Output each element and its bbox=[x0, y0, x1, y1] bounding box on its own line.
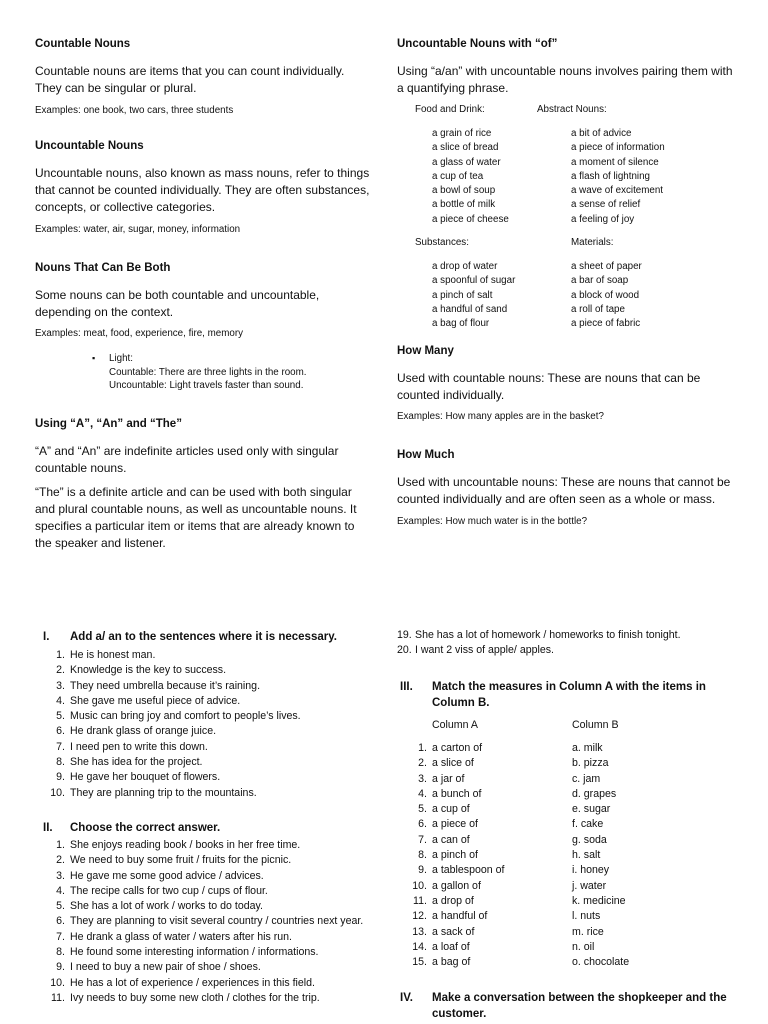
match-row bbox=[397, 879, 742, 894]
bullet-label: Light: bbox=[109, 353, 133, 364]
match-row bbox=[397, 802, 742, 817]
column-b-item: j. water bbox=[572, 879, 607, 892]
match-row bbox=[397, 833, 742, 848]
item-text: He gave me some good advice / advices. bbox=[70, 869, 264, 882]
row-number: 10. bbox=[412, 879, 427, 892]
column-a-label: Column A bbox=[432, 719, 478, 731]
list-item: a moment of silence bbox=[571, 156, 659, 168]
item-text: I want 2 viss of apple/ apples. bbox=[415, 644, 554, 657]
item-text: Music can bring joy and comfort to people’s lives. bbox=[70, 710, 301, 723]
item-text: He gave her bouquet of flowers. bbox=[70, 771, 221, 784]
item-text: He found some interesting information / informations. bbox=[70, 946, 319, 959]
substances-label: Substances: bbox=[415, 237, 469, 248]
item-text: She has a lot of homework / homeworks to finish tonight. bbox=[415, 629, 681, 641]
item-number: 5. bbox=[56, 710, 65, 723]
item-number: 5. bbox=[56, 900, 65, 913]
column-b-item: d. grapes bbox=[572, 787, 617, 800]
match-row bbox=[397, 894, 742, 909]
column-a-item: a bag of bbox=[432, 956, 471, 969]
list-item bbox=[35, 648, 375, 663]
list-item: a wave of excitement bbox=[571, 185, 664, 197]
item-text: She has a lot of work / works to do today. bbox=[70, 900, 263, 913]
list-item bbox=[35, 884, 380, 899]
list-item bbox=[35, 679, 375, 694]
countable-title: Countable Nouns bbox=[35, 38, 131, 50]
list-item bbox=[35, 960, 380, 975]
item-number: 9. bbox=[56, 771, 65, 784]
exercise-3-title bbox=[397, 679, 742, 711]
exercise-2-heading: Choose the correct answer. bbox=[70, 822, 221, 834]
list-item: a handful of sand bbox=[432, 303, 508, 315]
row-number: 2. bbox=[418, 757, 427, 770]
column-b-item: g. soda bbox=[572, 833, 607, 846]
list-item: a feeling of joy bbox=[571, 213, 635, 225]
item-number: 2. bbox=[56, 854, 65, 867]
match-row bbox=[397, 756, 742, 771]
match-row bbox=[397, 925, 742, 940]
item-number: 10. bbox=[50, 976, 65, 989]
item-text: He has a lot of experience / experiences in this field. bbox=[70, 976, 315, 989]
articles-title: Using “A”, “An” and “The” bbox=[35, 418, 182, 430]
how-many-body: Used with countable nouns: These are nouns that can be counted individually. bbox=[397, 371, 701, 402]
articles-section bbox=[35, 417, 370, 552]
how-many-section bbox=[397, 344, 737, 423]
item-number: 4. bbox=[56, 694, 65, 707]
item-number: 3. bbox=[56, 869, 65, 882]
column-b-label: Column B bbox=[572, 719, 619, 731]
column-b-item: e. sugar bbox=[572, 803, 611, 816]
exercise-2-roman: II. bbox=[43, 822, 53, 834]
item-text: I need to buy a new pair of shoe / shoes. bbox=[70, 961, 261, 974]
column-b-item: c. jam bbox=[572, 772, 601, 785]
column-b-item: f. cake bbox=[572, 818, 604, 831]
column-a-item: a can of bbox=[432, 833, 470, 846]
list-item bbox=[35, 899, 380, 914]
item-number: 11. bbox=[51, 991, 65, 1004]
list-item bbox=[35, 770, 375, 785]
list-item bbox=[397, 643, 742, 658]
exercise-1-heading: Add a/ an to the sentences where it is necessary. bbox=[70, 631, 337, 643]
exercise-3-roman: III. bbox=[400, 681, 413, 693]
list-item bbox=[35, 976, 380, 991]
item-number: 20. bbox=[397, 644, 412, 657]
uncountable-section bbox=[35, 139, 370, 236]
list-item bbox=[35, 930, 380, 945]
item-text: He drank glass of orange juice. bbox=[70, 725, 217, 738]
item-number: 2. bbox=[56, 664, 65, 677]
list-item: a block of wood bbox=[571, 289, 640, 301]
item-number: 4. bbox=[56, 884, 65, 897]
match-row bbox=[397, 848, 742, 863]
abstract-label: Abstract Nouns: bbox=[537, 104, 607, 115]
light-bullet bbox=[92, 352, 307, 393]
column-b-item: a. milk bbox=[572, 742, 603, 754]
list-item bbox=[35, 786, 375, 801]
item-text: They are planning to visit several country / countries next year. bbox=[70, 915, 364, 928]
column-a-item: a bunch of bbox=[432, 787, 482, 800]
list-item: a spoonful of sugar bbox=[432, 275, 516, 287]
row-number: 13. bbox=[412, 925, 427, 938]
list-item: a bar of soap bbox=[571, 275, 629, 287]
how-much-body: Used with uncountable nouns: These are nouns that cannot be counted individually and are often seen as a whole or mass. bbox=[397, 475, 731, 506]
list-item: a piece of cheese bbox=[432, 213, 509, 225]
list-item bbox=[35, 740, 375, 755]
match-row bbox=[397, 817, 742, 832]
of-section bbox=[397, 37, 737, 97]
of-body: Using “a/an” with uncountable nouns involves pairing them with a quantifying phrase. bbox=[397, 64, 733, 95]
exercise-4 bbox=[397, 990, 742, 1022]
item-text: They need umbrella because it’s raining. bbox=[70, 679, 261, 692]
exercise-3-heading: Match the measures in Column A with the items in Column B. bbox=[432, 681, 706, 709]
how-many-examples: Examples: How many apples are in the basket? bbox=[397, 411, 604, 422]
list-item: a grain of rice bbox=[432, 128, 492, 139]
item-number: 19. bbox=[397, 629, 412, 641]
exercise-4-roman: IV. bbox=[400, 992, 414, 1004]
column-a-item: a drop of bbox=[432, 894, 474, 907]
list-item bbox=[35, 838, 380, 853]
exercise-1-list bbox=[35, 648, 375, 801]
match-row bbox=[397, 772, 742, 787]
item-text: He is honest man. bbox=[70, 649, 156, 661]
list-item bbox=[35, 945, 380, 960]
list-item: a drop of water bbox=[432, 261, 498, 272]
item-number: 7. bbox=[56, 740, 65, 753]
countable-body: Countable nouns are items that you can count individually. They can be singular or plural. bbox=[35, 64, 345, 95]
column-a-item: a pinch of bbox=[432, 849, 478, 862]
bullet-countable: Countable: There are three lights in the room. bbox=[109, 366, 307, 378]
row-number: 1. bbox=[418, 742, 427, 754]
list-item bbox=[35, 724, 375, 739]
list-item bbox=[35, 663, 375, 678]
row-number: 11. bbox=[413, 894, 427, 907]
list-item bbox=[35, 694, 375, 709]
list-item bbox=[35, 755, 375, 770]
item-number: 1. bbox=[56, 839, 65, 851]
column-b-item: m. rice bbox=[572, 925, 604, 938]
of-title: Uncountable Nouns with “of” bbox=[397, 38, 558, 50]
row-number: 9. bbox=[418, 864, 427, 877]
exercise-2-continued bbox=[397, 628, 742, 659]
column-a-item: a piece of bbox=[432, 818, 478, 831]
item-text: She has idea for the project. bbox=[70, 756, 203, 769]
substances-list bbox=[432, 260, 515, 331]
column-b-item: n. oil bbox=[572, 940, 595, 953]
both-title: Nouns That Can Be Both bbox=[35, 262, 171, 274]
exercise-4-title bbox=[397, 990, 742, 1022]
column-a-item: a jar of bbox=[432, 772, 465, 785]
item-number: 7. bbox=[56, 930, 65, 943]
row-number: 14. bbox=[412, 940, 427, 953]
both-body: Some nouns can be both countable and uncountable, depending on the context. bbox=[35, 288, 320, 319]
list-item: a bowl of soup bbox=[432, 185, 496, 197]
item-text: I need pen to write this down. bbox=[70, 740, 208, 753]
column-b-item: h. salt bbox=[572, 849, 601, 862]
match-row bbox=[397, 787, 742, 802]
item-text: We need to buy some fruit / fruits for the picnic. bbox=[70, 854, 292, 867]
list-item: a sense of relief bbox=[571, 199, 641, 211]
match-table bbox=[397, 741, 742, 970]
list-item bbox=[35, 853, 380, 868]
how-many-title: How Many bbox=[397, 345, 454, 357]
how-much-section bbox=[397, 448, 737, 528]
exercise-2-title bbox=[35, 820, 380, 836]
item-number: 1. bbox=[56, 649, 65, 661]
item-text: The recipe calls for two cup / cups of flour. bbox=[70, 884, 268, 897]
item-text: They are planning trip to the mountains. bbox=[70, 786, 257, 799]
food-list bbox=[432, 127, 509, 227]
countable-examples: Examples: one book, two cars, three students bbox=[35, 105, 234, 116]
exercise-2 bbox=[35, 820, 380, 1006]
exercise-1 bbox=[35, 629, 375, 801]
item-text: Knowledge is the key to success. bbox=[70, 664, 227, 677]
row-number: 6. bbox=[418, 818, 427, 831]
exercise-4-heading: Make a conversation between the shopkeeper and the customer. bbox=[432, 992, 727, 1020]
list-item bbox=[35, 914, 380, 929]
list-item: a bit of advice bbox=[571, 128, 632, 139]
list-item bbox=[397, 628, 742, 643]
exercise-2-continued-list bbox=[397, 628, 742, 659]
row-number: 5. bbox=[418, 803, 427, 816]
list-item: a glass of water bbox=[432, 156, 501, 168]
row-number: 12. bbox=[412, 910, 427, 923]
list-item bbox=[35, 709, 375, 724]
countable-section bbox=[35, 37, 370, 117]
both-section bbox=[35, 261, 370, 340]
row-number: 4. bbox=[418, 787, 427, 800]
materials-list bbox=[571, 260, 642, 331]
column-b-item: i. honey bbox=[572, 864, 610, 877]
how-much-examples: Examples: How much water is in the bottle? bbox=[397, 516, 588, 527]
uncountable-body: Uncountable nouns, also known as mass nouns, refer to things that cannot be counted individually. They are often substances, concepts, or collective categories. bbox=[35, 166, 370, 214]
list-item: a bag of flour bbox=[432, 318, 490, 330]
list-item: a bottle of milk bbox=[432, 199, 496, 211]
uncountable-examples: Examples: water, air, sugar, money, information bbox=[35, 224, 241, 235]
both-examples: Examples: meat, food, experience, fire, memory bbox=[35, 328, 243, 339]
list-item: a sheet of paper bbox=[571, 261, 642, 272]
item-number: 8. bbox=[56, 946, 65, 959]
list-item: a cup of tea bbox=[432, 170, 484, 182]
list-item: a flash of lightning bbox=[571, 170, 650, 182]
item-number: 6. bbox=[56, 915, 65, 928]
uncountable-title: Uncountable Nouns bbox=[35, 140, 144, 152]
abstract-list bbox=[571, 127, 665, 227]
list-item: a roll of tape bbox=[571, 303, 625, 315]
column-a-item: a gallon of bbox=[432, 879, 481, 892]
food-label: Food and Drink: bbox=[415, 104, 485, 115]
item-text: He drank a glass of water / waters after his run. bbox=[70, 930, 292, 943]
how-much-title: How Much bbox=[397, 449, 455, 461]
column-a-item: a sack of bbox=[432, 925, 475, 938]
item-text: She gave me useful piece of advice. bbox=[70, 694, 241, 707]
column-b-item: l. nuts bbox=[572, 910, 601, 923]
column-a-item: a tablespoon of bbox=[432, 864, 505, 877]
articles-body-1: “A” and “An” are indefinite articles used only with singular countable nouns. bbox=[35, 444, 339, 475]
exercise-1-roman: I. bbox=[43, 631, 50, 643]
match-row bbox=[397, 955, 742, 970]
materials-label: Materials: bbox=[571, 237, 614, 248]
column-b-item: k. medicine bbox=[572, 894, 626, 907]
column-a-item: a slice of bbox=[432, 757, 474, 770]
list-item: a slice of bread bbox=[432, 142, 499, 154]
match-row bbox=[397, 909, 742, 924]
list-item bbox=[35, 869, 380, 884]
item-number: 3. bbox=[56, 679, 65, 692]
item-text: Ivy needs to buy some new cloth / clothes for the trip. bbox=[70, 991, 320, 1004]
column-headers bbox=[397, 718, 742, 736]
column-a-item: a cup of bbox=[432, 803, 470, 816]
column-b-item: b. pizza bbox=[572, 757, 609, 770]
exercise-2-list bbox=[35, 838, 380, 1006]
column-a-item: a carton of bbox=[432, 742, 483, 754]
item-number: 10. bbox=[50, 786, 65, 799]
match-row bbox=[397, 863, 742, 878]
row-number: 15. bbox=[412, 956, 427, 969]
row-number: 7. bbox=[418, 833, 427, 846]
column-a-item: a loaf of bbox=[432, 940, 470, 953]
row-number: 3. bbox=[418, 772, 427, 785]
column-b-item: o. chocolate bbox=[572, 956, 630, 969]
item-number: 8. bbox=[56, 756, 65, 769]
exercise-1-title bbox=[35, 629, 375, 645]
bullet-uncountable: Uncountable: Light travels faster than sound. bbox=[109, 380, 304, 391]
articles-body-2: “The” is a definite article and can be used with both singular and plural countable nouns, as well as uncountable nouns. It specifies a particular item or items that are already known to the speaker and listener. bbox=[35, 485, 357, 550]
exercise-3 bbox=[397, 679, 742, 970]
list-item: a piece of information bbox=[571, 142, 665, 154]
bullet-icon: ▪ bbox=[92, 353, 96, 363]
item-number: 9. bbox=[56, 961, 65, 974]
item-text: She enjoys reading book / books in her free time. bbox=[70, 839, 301, 851]
match-row bbox=[397, 741, 742, 756]
list-item: a pinch of salt bbox=[432, 289, 493, 301]
list-item bbox=[35, 991, 380, 1006]
match-row bbox=[397, 940, 742, 955]
row-number: 8. bbox=[418, 849, 427, 862]
column-a-item: a handful of bbox=[432, 910, 488, 923]
list-item: a piece of fabric bbox=[571, 318, 641, 330]
item-number: 6. bbox=[56, 725, 65, 738]
